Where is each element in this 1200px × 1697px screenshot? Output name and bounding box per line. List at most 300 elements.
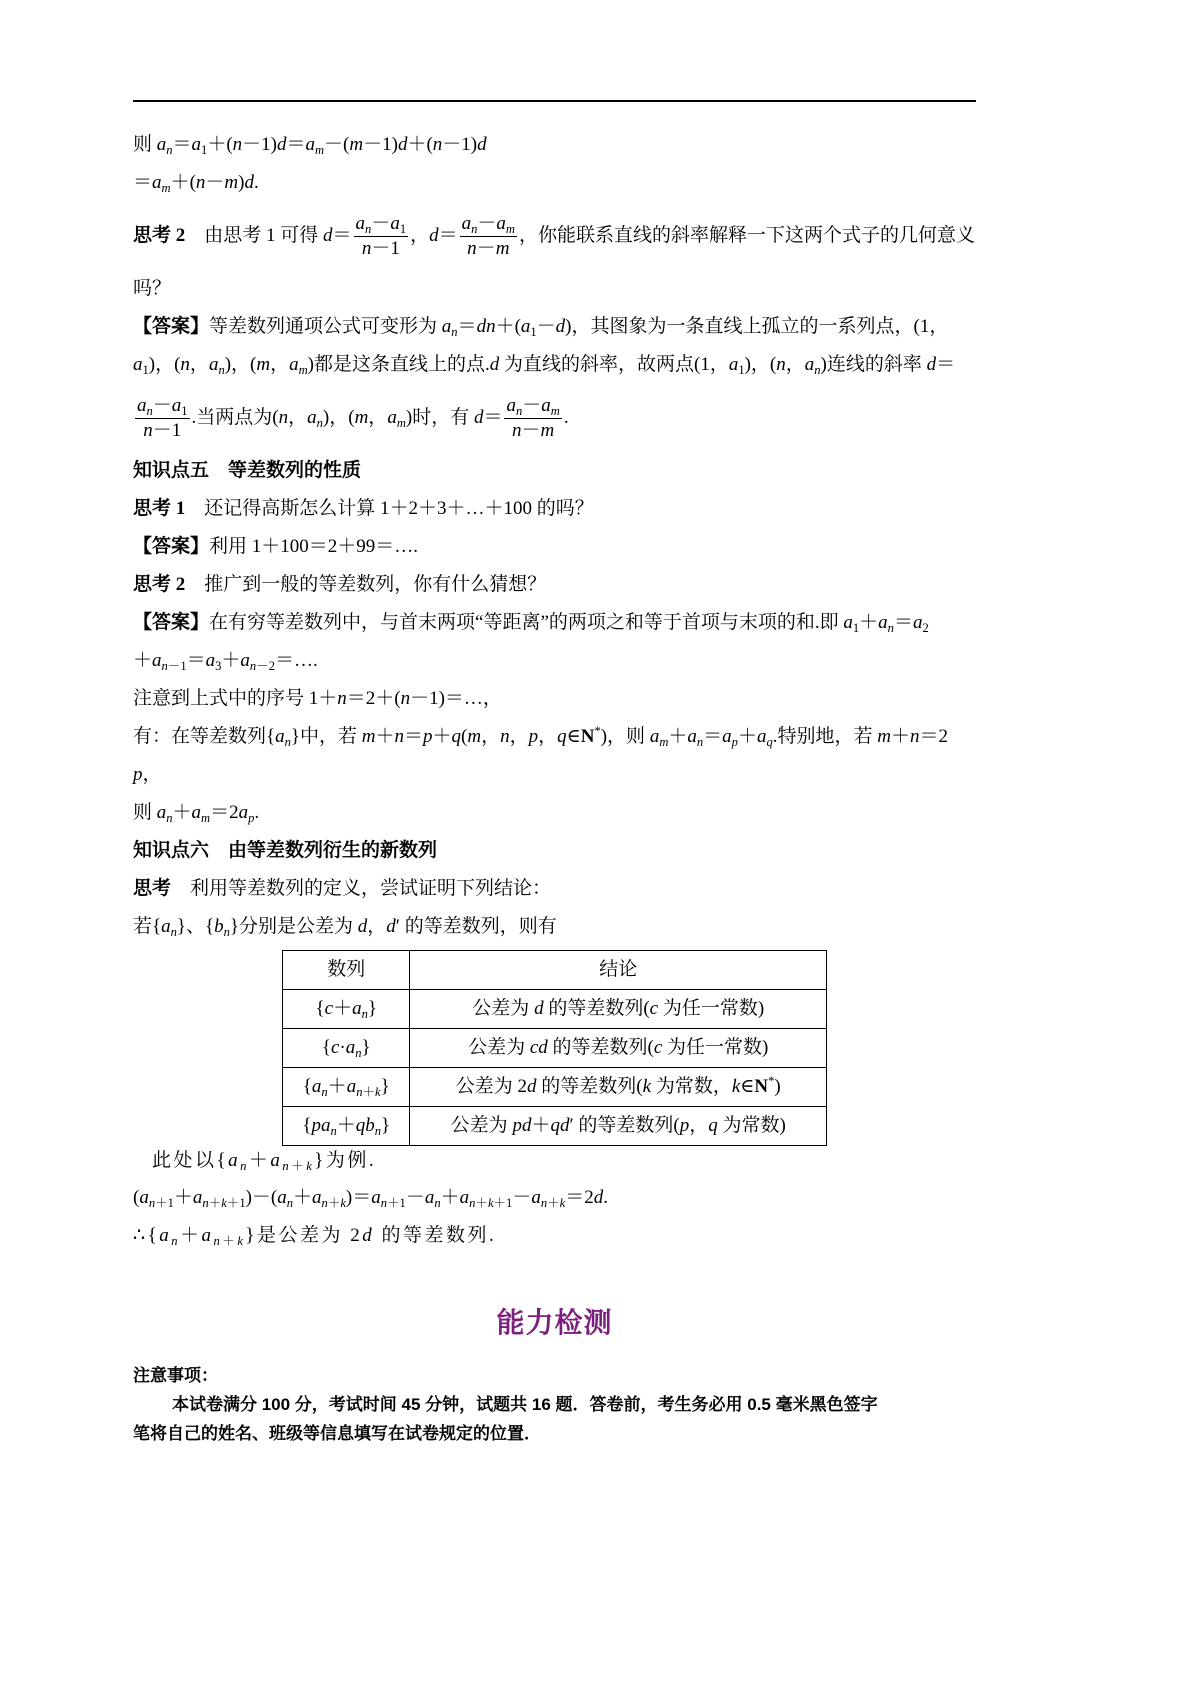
table-row <box>283 1068 827 1107</box>
math-variable: m <box>877 726 891 747</box>
cell-conclusion <box>410 990 827 1029</box>
text-run: . <box>254 802 260 823</box>
math-variable: a <box>687 726 697 747</box>
math-variable: a <box>139 1187 149 1208</box>
math-variable: n <box>180 354 190 375</box>
fraction-numerator <box>135 394 190 419</box>
text-run: } <box>380 1076 390 1097</box>
text-run: ＝ <box>893 612 913 633</box>
math-variable: a <box>192 1187 203 1208</box>
math-variable: a <box>289 354 299 375</box>
math-variable: a <box>843 612 853 633</box>
text-run: ＋ <box>221 650 241 671</box>
math-variable: q <box>557 726 567 747</box>
math-variable: c <box>324 998 334 1019</box>
math-variable: c <box>330 1037 340 1058</box>
math-variable: m <box>354 407 369 428</box>
math-variable: a <box>531 1187 541 1208</box>
subscript: －1 <box>167 659 187 673</box>
question-paragraph <box>133 490 976 528</box>
subscript-variable: m <box>550 404 560 419</box>
text-run: 推广到一般的等差数列，你有什么猜想？ <box>185 574 547 595</box>
notice-line: 本试卷满分 100 分，考试时间 45 分钟，试题共 16 题．答卷前，考生务必用 0.5 毫米黑色签字 <box>172 1395 878 1414</box>
bold-text: 知识点六 由等差数列衍生的新数列 <box>133 840 438 861</box>
derived-sequence-table <box>282 950 827 1146</box>
math-variable: n <box>400 688 411 709</box>
subscript-variable: q <box>766 735 773 749</box>
math-variable: a <box>201 1225 214 1246</box>
math-variable: n <box>394 726 405 747</box>
math-variable: n <box>512 420 522 442</box>
fraction-numerator <box>460 212 517 237</box>
math-variable: a <box>311 1076 322 1097</box>
math-variable: a <box>506 395 516 417</box>
math-variable: n <box>361 238 372 260</box>
text-run: ， <box>785 354 805 375</box>
section-heading <box>133 832 976 870</box>
subscript-variable: n <box>282 1159 292 1173</box>
subscript-variable: k <box>221 1196 227 1210</box>
cell-conclusion <box>410 1107 827 1146</box>
math-variable: c <box>653 1037 663 1058</box>
text-run: ＋ <box>179 1225 202 1246</box>
text-run: ＝ <box>703 726 723 747</box>
math-variable: p <box>528 726 539 747</box>
math-variable: n <box>909 726 920 747</box>
math-variable: a <box>345 1037 356 1058</box>
text-run: 由思考 1 可得 <box>185 225 324 246</box>
subscript-variable: m <box>505 222 515 237</box>
bold-text: 【答案】 <box>133 612 210 633</box>
text-run: 吗？ <box>133 278 172 299</box>
text-run: ， <box>509 726 529 747</box>
math-variable: a <box>371 1187 381 1208</box>
text-run: ＋ <box>890 726 910 747</box>
text-run: ＝2 <box>919 726 948 747</box>
math-variable: a <box>496 213 506 235</box>
subscript-variable: n <box>355 1046 362 1060</box>
subscript-variable: m <box>201 811 211 825</box>
formula-line <box>133 126 976 164</box>
section-heading <box>133 452 976 490</box>
text-run: 公差为 <box>472 998 535 1019</box>
property-paragraph <box>133 718 976 794</box>
subscript-variable: n <box>814 363 821 377</box>
math-variable: a <box>159 1225 172 1246</box>
text-run: 的等差数列( <box>547 1037 654 1058</box>
subscript-variable: n <box>365 222 372 237</box>
text-run: )连线的斜率 <box>820 354 927 375</box>
math-variable: n <box>500 726 510 747</box>
text-run: － <box>205 172 225 193</box>
text-run: ＋ <box>172 802 192 823</box>
text-run: ＋ <box>859 612 879 633</box>
text-run: －1) <box>242 134 277 155</box>
math-variable: d <box>276 134 287 155</box>
text-run: ∈ <box>566 726 581 747</box>
math-variable: a <box>912 612 923 633</box>
text-run: 为常数， <box>651 1076 732 1097</box>
math-variable: n <box>432 134 443 155</box>
math-variable: a <box>390 213 400 235</box>
text-run: 的等差数列. <box>374 1225 497 1246</box>
math-variable: d <box>429 225 439 246</box>
subscript-variable: m <box>314 143 325 157</box>
subscript-variable: n <box>170 925 177 939</box>
cell-conclusion <box>410 1068 827 1107</box>
subscript-variable: k <box>340 1196 346 1210</box>
subscript-variable: n <box>146 404 153 419</box>
math-variable: m <box>349 134 364 155</box>
math-variable: dn <box>476 316 496 337</box>
bold-text: 思考 1 <box>133 498 186 519</box>
text-run: －( <box>324 134 350 155</box>
text-run: ， <box>270 354 290 375</box>
text-run: ( <box>133 1187 140 1208</box>
bold-text: 【答案】 <box>133 536 210 557</box>
math-variable: a <box>152 172 162 193</box>
subscript-variable: n <box>330 1124 337 1138</box>
text-run: } <box>361 1037 371 1058</box>
math-variable: b <box>214 916 224 937</box>
math-variable: n <box>143 420 153 442</box>
text-run: ＝2 <box>210 802 239 823</box>
column-header-sequence <box>283 951 410 990</box>
math-variable: a <box>541 395 551 417</box>
answer-paragraph <box>133 528 976 566</box>
question-paragraph <box>133 202 976 270</box>
text-run: － <box>521 420 541 442</box>
subscript-variable: n <box>166 811 173 825</box>
math-variable: d <box>593 1187 604 1208</box>
text-run: )都是这条直线上的点. <box>307 354 490 375</box>
math-variable: a <box>161 916 171 937</box>
math-variable: n <box>232 134 243 155</box>
math-variable: k <box>731 1076 741 1097</box>
text-run: ∴{ <box>133 1225 160 1246</box>
subscript-variable: n <box>316 416 323 430</box>
math-variable: d <box>362 1225 375 1246</box>
subscript: ＋ <box>291 1159 307 1173</box>
text-run: )，( <box>148 354 181 375</box>
cell-sequence <box>283 1107 410 1146</box>
math-variable: a <box>171 395 182 417</box>
math-variable: a <box>459 1187 470 1208</box>
text-run: ＋ <box>173 1187 193 1208</box>
text-run: ＋ <box>293 1187 313 1208</box>
text-run: 还记得高斯怎么计算 1＋2＋3＋…＋100 的吗？ <box>185 498 594 519</box>
text-run: 则 <box>133 802 157 823</box>
math-variable: c <box>649 998 659 1019</box>
text-run: ＝ <box>286 134 306 155</box>
text-run: )，( <box>322 407 355 428</box>
text-run: －1) <box>442 134 478 155</box>
note-paragraph <box>133 680 976 718</box>
math-variable: a <box>137 395 147 417</box>
math-variable: a <box>878 612 888 633</box>
subscript-variable: n <box>540 1196 548 1210</box>
subscript-variable: n <box>171 1234 180 1248</box>
subscript: ＋1 <box>387 1196 406 1210</box>
text-run: ，你能联系直线的斜率解释一下这两个式子的几何意义 <box>518 225 975 246</box>
text-run: )＝ <box>345 1187 372 1208</box>
text-run: ， <box>410 225 430 246</box>
text-run: ＝ <box>133 172 153 193</box>
subscript: ＋ <box>222 1234 238 1248</box>
subscript-variable: n <box>148 1196 156 1210</box>
text-run: － <box>522 395 542 417</box>
math-variable: m <box>495 238 510 260</box>
subscript: ＋1 <box>155 1196 174 1210</box>
math-variable: d <box>473 407 484 428</box>
text-run: 结论 <box>599 959 638 980</box>
subscript-variable: n <box>218 363 225 377</box>
table-header-row <box>283 951 827 990</box>
subscript-variable: n <box>166 143 173 157</box>
math-variable: a <box>756 726 767 747</box>
intro-paragraph <box>133 908 976 946</box>
bold-text: N <box>580 726 595 747</box>
math-variable: n <box>195 172 206 193</box>
subscript-variable: n <box>223 925 230 939</box>
property-paragraph <box>133 794 976 832</box>
math-variable: a <box>152 650 162 671</box>
text-run: 为任一常数) <box>658 998 765 1019</box>
text-run: 公差为 2 <box>455 1076 528 1097</box>
fraction-denominator <box>504 419 561 443</box>
subscript: ＋ <box>208 1196 222 1210</box>
math-variable: d <box>926 354 937 375</box>
math-variable: a <box>228 1150 241 1171</box>
subscript-variable: m <box>161 181 171 195</box>
text-run: 数列 <box>327 959 366 980</box>
subscript-variable: k <box>487 1196 494 1210</box>
bold-text: 思考 <box>133 878 172 899</box>
text-run: ＋ <box>333 998 353 1019</box>
math-variable: d <box>397 134 408 155</box>
question-paragraph <box>133 566 976 604</box>
subscript: 1 <box>201 143 208 157</box>
text-run: } <box>381 1115 391 1136</box>
math-variable: qd <box>550 1115 570 1136</box>
answer-paragraph <box>133 604 976 642</box>
column-header-conclusion <box>410 951 827 990</box>
math-variable: k <box>642 1076 652 1097</box>
text-run: }分别是公差为 <box>229 916 358 937</box>
text-run: 的等差数列( <box>536 1076 643 1097</box>
bold-text: 思考 2 <box>133 574 186 595</box>
text-run: { <box>321 1037 331 1058</box>
text-run: ＋( <box>207 134 233 155</box>
subscript-variable: n <box>161 659 168 673</box>
text-run: ∈ <box>740 1076 755 1097</box>
text-run: ＋( <box>407 134 433 155</box>
math-variable: a <box>156 134 167 155</box>
text-run: 则 <box>133 134 157 155</box>
subscript-variable: n <box>887 621 894 635</box>
math-variable: a <box>722 726 732 747</box>
text-run: 利用等差数列的定义，尝试证明下列结论： <box>171 878 552 899</box>
text-run: 若{ <box>133 916 162 937</box>
math-variable: d <box>489 354 500 375</box>
math-variable: a <box>355 213 366 235</box>
subscript-variable: k <box>559 1196 566 1210</box>
text-run: － <box>371 213 391 235</box>
subscript-variable: n <box>380 1196 388 1210</box>
subscript-variable: n <box>284 735 291 749</box>
text-run: ＝ <box>438 225 458 246</box>
text-run: － <box>512 1187 532 1208</box>
subscript-variable: m <box>396 416 406 430</box>
superscript: * <box>768 1074 775 1089</box>
subscript: ＋1 <box>226 1196 246 1210</box>
formula-line <box>133 164 976 202</box>
subscript: ＋1 <box>493 1196 513 1210</box>
subscript-variable: p <box>731 735 738 749</box>
text-run: － <box>536 316 556 337</box>
text-run: ＋ <box>327 1076 347 1097</box>
fraction-numerator <box>354 212 409 237</box>
text-run: ＋( <box>495 316 521 337</box>
math-variable: a <box>346 1076 357 1097</box>
math-variable: p <box>679 1115 690 1136</box>
fraction-denominator <box>135 419 190 443</box>
text-run: 的等差数列( <box>543 998 650 1019</box>
answer-paragraph <box>133 346 976 384</box>
math-variable: q <box>708 1115 718 1136</box>
subscript: ＋ <box>547 1196 560 1210</box>
math-variable: m <box>540 420 555 442</box>
subscript: 1 <box>181 404 188 419</box>
text-run: ， <box>288 407 308 428</box>
text-run: 公差为 <box>450 1115 513 1136</box>
math-variable: n <box>337 688 347 709</box>
subscript: 2 <box>922 621 929 635</box>
bold-text: 知识点五 等差数列的性质 <box>133 460 362 481</box>
text-run: ＝2＋( <box>346 688 401 709</box>
superscript: * <box>594 724 601 739</box>
subscript: －2 <box>256 659 275 673</box>
proof-formula <box>133 1179 976 1217</box>
subscript-variable: n <box>356 1085 363 1099</box>
text-run: ＋ <box>440 1187 460 1208</box>
text-run: { <box>302 1076 312 1097</box>
math-variable: m <box>224 172 239 193</box>
text-run: ， <box>142 764 162 785</box>
cell-conclusion <box>410 1029 827 1068</box>
text-run: ＋ <box>336 1115 356 1136</box>
text-run: － <box>152 395 172 417</box>
math-variable: p <box>423 726 433 747</box>
text-run: ＝ <box>457 316 477 337</box>
text-run: ) <box>238 172 245 193</box>
math-variable: cd <box>529 1037 548 1058</box>
subscript: ＋ <box>362 1085 375 1099</box>
text-run: －1)＝…， <box>410 688 502 709</box>
subscript-variable: m <box>298 363 308 377</box>
cell-sequence <box>283 990 410 1029</box>
text-run: － <box>405 1187 425 1208</box>
math-variable: d <box>357 916 368 937</box>
subscript-variable: n <box>434 1196 441 1210</box>
math-variable: a <box>277 1187 287 1208</box>
subscript-variable: n <box>471 222 478 237</box>
text-run: } <box>367 998 377 1019</box>
math-variable: q <box>451 726 462 747</box>
math-variable: d <box>534 998 544 1019</box>
text-run: －1 <box>371 238 400 260</box>
math-variable: d <box>555 316 566 337</box>
subscript-variable: n <box>515 404 523 419</box>
text-run: ′ 的等差数列( <box>569 1115 680 1136</box>
subscript-variable: n <box>321 1196 328 1210</box>
text-run: ＋ <box>737 726 757 747</box>
math-variable: d <box>244 172 254 193</box>
text-run: )，则 <box>600 726 650 747</box>
bold-text: 思考 2 <box>133 225 186 246</box>
fraction-denominator <box>460 237 517 261</box>
subscript-variable: n <box>249 659 257 673</box>
text-run: ＋( <box>170 172 196 193</box>
subscript-variable: p <box>248 811 255 825</box>
math-variable: qb <box>355 1115 375 1136</box>
cell-sequence <box>283 1029 410 1068</box>
text-run: ＋ <box>133 650 153 671</box>
math-variable: a <box>424 1187 435 1208</box>
text-run: ＝ <box>404 726 424 747</box>
text-run: 为任一常数) <box>662 1037 769 1058</box>
math-variable: a <box>205 650 216 671</box>
fraction <box>135 394 190 443</box>
text-run: ， <box>538 726 558 747</box>
notice-title: 注意事项： <box>133 1366 218 1385</box>
fraction-numerator <box>504 394 561 419</box>
subscript: 3 <box>215 659 222 673</box>
bold-text: 【答案】 <box>133 316 210 337</box>
bold-text: N <box>754 1076 769 1097</box>
text-run: 利用 1＋100＝2＋99＝…. <box>209 536 419 557</box>
text-run: ＝ <box>172 134 192 155</box>
math-variable: a <box>441 316 452 337</box>
table-row <box>283 990 827 1029</box>
subscript-variable: k <box>237 1234 246 1248</box>
subscript: 1 <box>399 222 407 237</box>
text-run: ( <box>461 726 468 747</box>
subscript-variable: n <box>696 735 704 749</box>
text-run: ＝2 <box>565 1187 594 1208</box>
math-variable: a <box>461 213 472 235</box>
math-variable: a <box>208 354 219 375</box>
subscript-variable: n <box>202 1196 209 1210</box>
math-variable: a <box>270 1150 283 1171</box>
proof-conclusion <box>133 1217 976 1255</box>
text-run: ＋ <box>375 726 395 747</box>
text-run: 公差为 <box>468 1037 530 1058</box>
math-variable: a <box>352 998 362 1019</box>
math-variable: a <box>240 650 250 671</box>
fraction <box>460 212 517 261</box>
math-variable: a <box>728 354 739 375</box>
answer-paragraph <box>133 308 976 346</box>
math-variable: d <box>477 134 487 155</box>
answer-paragraph <box>133 642 976 680</box>
math-variable: m <box>256 354 271 375</box>
subscript-variable: n <box>321 1085 328 1099</box>
math-variable: pa <box>311 1115 331 1136</box>
math-variable: d <box>386 916 396 937</box>
math-variable: m <box>361 726 376 747</box>
subscript-variable: k <box>306 1159 315 1173</box>
